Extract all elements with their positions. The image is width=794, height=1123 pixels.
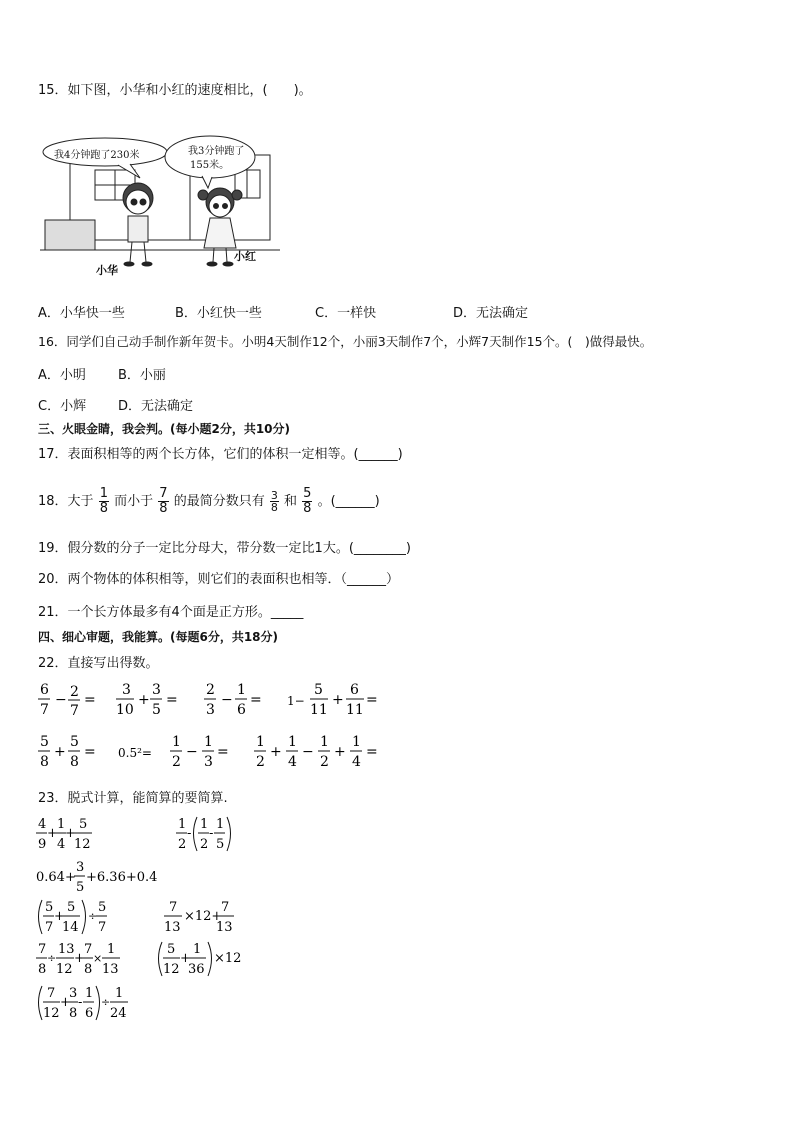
svg-text:3: 3 [206,702,215,718]
q23-expression-5 [164,898,254,942]
svg-text:7: 7 [40,702,49,718]
svg-text:1: 1 [85,986,94,1001]
svg-text:11: 11 [346,702,364,718]
svg-text:=: = [250,692,262,708]
q23-expression-1 [36,815,116,859]
q15-option-d[interactable]: D．无法确定 [453,306,529,321]
svg-text:8: 8 [70,754,79,770]
q16-option-c[interactable]: C．小辉 [38,399,87,414]
svg-text:13: 13 [102,962,119,977]
svg-text:8: 8 [38,962,47,977]
svg-text:×: × [93,952,103,965]
label-xiaohua: 小华 [96,264,118,277]
q18-text-3: 的最简分数只有 [173,494,265,509]
svg-text:13: 13 [58,942,75,957]
svg-text:+: + [138,692,150,708]
fraction-3-8: $\frac{3}{8}$ [270,489,278,514]
fraction-5-8: $\frac{5}{8}$ [303,486,312,516]
section-3-heading: 三、火眼金睛，我会判。(每小题2分，共10分) [38,422,291,436]
svg-text:24: 24 [110,1006,127,1021]
svg-text:11: 11 [310,702,328,718]
svg-text:7: 7 [38,942,47,957]
svg-text:5: 5 [45,900,54,915]
svg-text:5: 5 [314,682,323,698]
svg-text:13: 13 [164,920,181,935]
svg-text:5: 5 [98,900,107,915]
svg-text:2: 2 [70,684,79,700]
svg-text:÷: ÷ [88,910,98,923]
speech-bubble-xiaohong-line2: 155米。 [190,160,230,171]
svg-text:2: 2 [206,682,215,698]
svg-text:7: 7 [84,942,93,957]
svg-text:5: 5 [79,817,88,832]
svg-text:÷: ÷ [47,952,57,965]
svg-text:4: 4 [38,817,47,832]
svg-text:=: = [217,744,229,760]
q23-expression-7 [156,940,246,984]
svg-text:2: 2 [320,754,329,770]
svg-text:4: 4 [57,837,66,852]
svg-text:1: 1 [237,682,246,698]
svg-text:8: 8 [69,1006,78,1021]
svg-text:−: − [221,692,233,708]
svg-text:-: - [78,995,83,1010]
svg-text:3: 3 [204,754,213,770]
q18 [38,484,380,520]
q22-stem: 22．直接写出得数。 [38,656,159,671]
svg-text:6: 6 [40,682,49,698]
q19: 19．假分数的分子一定比分母大，带分数一定比1大。(________) [38,541,411,556]
speech-bubble-xiaohong-line1: 我3分钟跑了 [188,146,245,157]
svg-text:1: 1 [200,817,209,832]
svg-text:1: 1 [288,734,297,750]
q22-row-2 [38,732,398,778]
svg-text:1: 1 [178,817,187,832]
svg-text:5: 5 [167,942,176,957]
svg-text:5: 5 [152,702,161,718]
svg-text:+: + [332,692,344,708]
svg-text:7: 7 [70,703,79,719]
q15-option-b[interactable]: B．小红快一些 [175,306,262,321]
svg-text:-: - [187,826,192,841]
q15-illustration [40,130,280,280]
q15-option-c[interactable]: C．一样快 [315,306,377,321]
svg-text:−: − [186,744,198,760]
svg-text:12: 12 [56,962,73,977]
svg-text:4: 4 [352,754,361,770]
svg-text:12: 12 [163,962,180,977]
svg-text:5: 5 [67,900,76,915]
svg-text:1−: 1− [287,694,305,708]
svg-text:1: 1 [204,734,213,750]
svg-text:−: − [55,692,67,708]
svg-text:=: = [84,744,96,760]
svg-text:4: 4 [288,754,297,770]
q16-stem: 16．同学们自己动手制作新年贺卡。小明4天制作12个，小丽3天制作7个，小辉7天制作15个。( )做得最快。 [38,334,653,349]
svg-text:3: 3 [69,986,78,1001]
svg-text:=: = [366,692,378,708]
q23-expression-3 [36,860,166,900]
q16-option-b[interactable]: B．小丽 [118,368,166,383]
svg-text:10: 10 [116,702,134,718]
svg-text:×12+: ×12+ [184,909,223,924]
label-xiaohong: 小红 [234,250,256,263]
svg-text:+: + [74,951,85,966]
svg-text:=: = [166,692,178,708]
svg-text:7: 7 [47,986,56,1001]
svg-text:1: 1 [107,942,116,957]
q20: 20．两个物体的体积相等，则它们的表面积也相等．（______） [38,572,400,587]
q23-stem: 23．脱式计算，能简算的要简算. [38,791,228,806]
q18-text-1: 18．大于 [38,494,94,509]
svg-text:+: + [54,909,65,924]
svg-text:+6.36+0.4: +6.36+0.4 [86,870,158,885]
svg-text:1: 1 [115,986,124,1001]
q15-stem: 15．如下图，小华和小红的速度相比，( )。 [38,83,312,98]
svg-text:6: 6 [237,702,246,718]
speech-bubble-xiaohua: 我4分钟跑了230米 [54,150,140,161]
svg-text:-: - [209,826,214,841]
q17: 17．表面积相等的两个长方体，它们的体积一定相等。(______) [38,447,403,462]
svg-text:2: 2 [178,837,187,852]
svg-text:0.64+: 0.64+ [36,870,76,885]
q23-expression-4 [36,898,116,942]
svg-text:+: + [65,826,76,841]
q21: 21．一个长方体最多有4个面是正方形。_____ [38,605,304,620]
q15-option-a[interactable]: A．小华快一些 [38,306,125,321]
q23-expression-2 [176,815,246,859]
svg-text:+: + [47,826,58,841]
svg-text:12: 12 [43,1006,60,1021]
fraction-1-8: $\frac{1}{8}$ [99,486,108,516]
svg-text:8: 8 [84,962,93,977]
svg-text:7: 7 [169,900,178,915]
svg-text:14: 14 [62,920,79,935]
svg-text:=: = [366,744,378,760]
section-4-heading: 四、细心审题，我能算。(每题6分，共18分) [38,630,279,644]
svg-text:5: 5 [216,837,225,852]
svg-text:6: 6 [350,682,359,698]
svg-text:2: 2 [200,837,209,852]
q22-row-1 [38,680,398,726]
svg-text:36: 36 [188,962,205,977]
q23-expression-8 [36,984,136,1028]
svg-text:12: 12 [74,837,91,852]
svg-text:8: 8 [40,754,49,770]
svg-text:−: − [302,744,314,760]
svg-text:+: + [334,744,346,760]
svg-text:+: + [54,744,66,760]
svg-text:×12: ×12 [214,951,242,966]
svg-text:6: 6 [85,1006,94,1021]
svg-text:7: 7 [98,920,107,935]
svg-text:7: 7 [221,900,230,915]
svg-text:2: 2 [172,754,181,770]
svg-text:1: 1 [256,734,265,750]
svg-text:=: = [84,692,96,708]
fraction-7-8: $\frac{7}{8}$ [159,486,168,516]
svg-text:1: 1 [193,942,202,957]
svg-text:0.5²=: 0.5²= [118,746,152,760]
svg-text:+: + [270,744,282,760]
svg-text:÷: ÷ [101,996,111,1009]
svg-text:+: + [180,951,191,966]
svg-text:7: 7 [45,920,54,935]
svg-text:3: 3 [76,860,85,875]
svg-text:1: 1 [57,817,66,832]
svg-text:3: 3 [122,682,131,698]
svg-text:13: 13 [216,920,233,935]
svg-text:1: 1 [320,734,329,750]
svg-text:+: + [60,995,71,1010]
q18-text-5: 。(______) [317,494,380,509]
q18-text-2: 而小于 [114,494,154,509]
svg-text:1: 1 [352,734,361,750]
q16-option-d[interactable]: D．无法确定 [118,399,194,414]
q18-text-4: 和 [283,494,297,509]
svg-text:1: 1 [216,817,225,832]
svg-text:3: 3 [152,682,161,698]
q23-expression-6 [36,940,126,984]
svg-text:1: 1 [172,734,181,750]
svg-text:2: 2 [256,754,265,770]
svg-text:5: 5 [76,880,85,895]
svg-text:9: 9 [38,837,47,852]
svg-text:5: 5 [70,734,79,750]
svg-text:5: 5 [40,734,49,750]
q16-option-a[interactable]: A．小明 [38,368,86,383]
